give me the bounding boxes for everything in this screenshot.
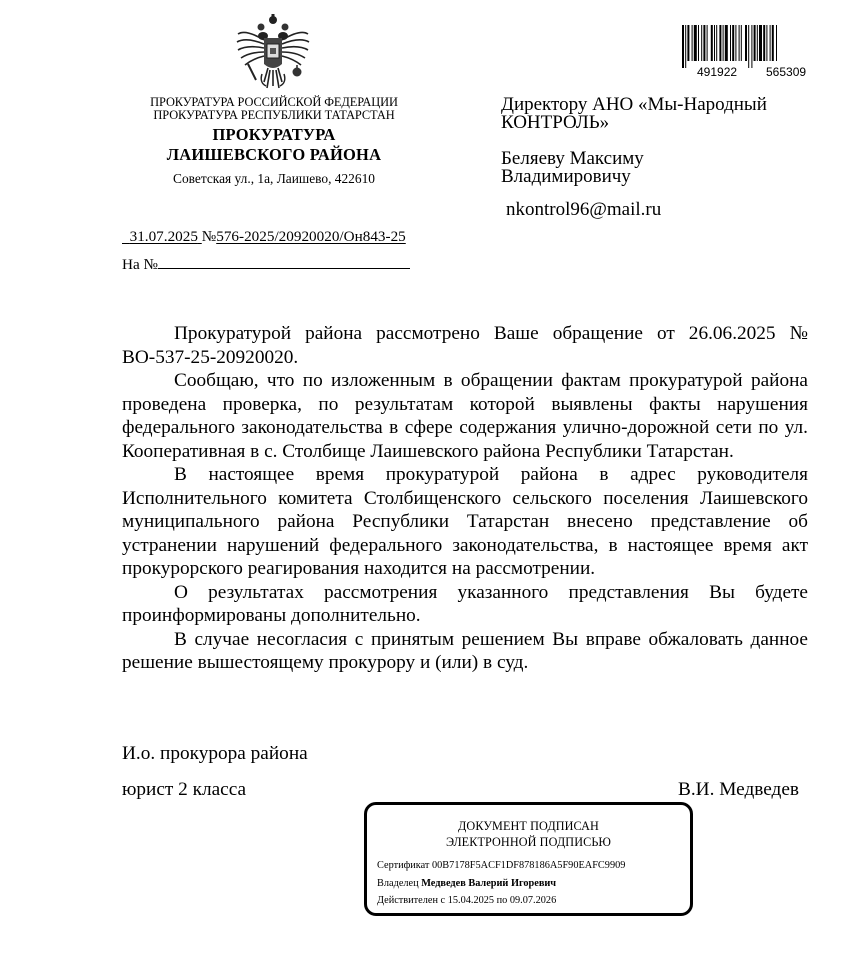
number-sign: № (201, 228, 217, 245)
stamp-validity (377, 895, 556, 906)
org-line-republic: ПРОКУРАТУРА РЕСПУБЛИКИ ТАТАРСТАН (153, 108, 395, 122)
recipient-name-line-1: Беляеву Максиму (501, 148, 644, 169)
signer-name: В.И. Медведев (678, 779, 800, 800)
recipient-email: nkontrol96@mail.ru (506, 199, 662, 220)
barcode-bar (723, 25, 724, 61)
reply-label: На № (122, 256, 158, 273)
barcode-bar (763, 25, 765, 61)
owner-label: Владелец (377, 878, 419, 889)
barcode-bar (745, 25, 747, 61)
valid-to: 09.07.2026 (509, 895, 557, 906)
body-paragraph: В случае несогласия с принятым решением Вы вправе обжаловать данное решение вышестоящему прокурору и (или) в суд. (122, 628, 808, 673)
barcode-bar (711, 25, 713, 61)
stamp-title-line-2: ЭЛЕКТРОННОЙ ПОДПИСЬЮ (445, 835, 612, 849)
valid-from: 15.04.2025 (447, 895, 495, 906)
certificate-value: 00B7178F5ACF1DF878186A5F90EAFC9909 (432, 860, 626, 871)
barcode-bar (682, 25, 684, 68)
org-name-line-2: ЛАИШЕВСКОГО РАЙОНА (166, 145, 382, 164)
org-line-federation: ПРОКУРАТУРА РОССИЙСКОЙ ФЕДЕРАЦИИ (150, 95, 398, 109)
stamp-title-line-1: ДОКУМЕНТ ПОДПИСАН (458, 819, 599, 833)
barcode-bar (754, 25, 756, 61)
signer-position: И.о. прокурора района (122, 743, 308, 764)
barcode-bar (719, 25, 721, 61)
barcode-icon (682, 25, 819, 68)
barcode-bar (759, 25, 762, 61)
barcode-bar (685, 25, 686, 68)
valid-from-label: с (440, 895, 446, 906)
signer-rank: юрист 2 класса (122, 779, 247, 800)
barcode-bar (732, 25, 734, 61)
certificate-label: Сертификат (377, 860, 430, 871)
barcode-bar (770, 25, 771, 61)
reply-number-blank (158, 255, 410, 269)
barcode-number-right: 565309 (766, 65, 807, 79)
barcode-number-left: 491922 (697, 65, 738, 79)
barcode-bar (739, 25, 740, 61)
barcode-bar (730, 25, 731, 61)
org-address: Советская ул., 1а, Лаишево, 422610 (173, 171, 375, 186)
barcode-bar (741, 25, 742, 61)
stamp-owner (377, 878, 556, 889)
stamp-certificate (377, 860, 625, 871)
owner-value: Медведев Валерий Игоревич (421, 878, 557, 889)
org-name-line-1: ПРОКУРАТУРА (212, 125, 336, 144)
barcode-bar (776, 25, 777, 61)
barcode-bar (735, 25, 736, 61)
electronic-signature-stamp (364, 802, 693, 916)
barcode-bar (692, 25, 693, 61)
barcode-bar (748, 25, 749, 68)
document-date-value: 31.07.2025 (129, 228, 198, 245)
body-paragraph: В настоящее время прокуратурой района в адрес руководителя Исполнительного комитета Столбищенского сельского поселения Лаишевского муниципального района Республики Татарстан внесено представление об устранении нарушений федерального законодательства, в настоящее время акт прокурорского реагирования находится на рассмотрении. (122, 464, 808, 579)
letter-body (122, 322, 808, 675)
barcode-bar (687, 25, 689, 61)
recipient-title-line-2: КОНТРОЛЬ» (501, 112, 610, 133)
reply-reference (122, 255, 410, 274)
barcode-bar (772, 25, 774, 61)
barcode-bar (707, 25, 708, 61)
barcode-bar (766, 25, 767, 61)
barcode-bar (757, 25, 758, 61)
barcode-bar (716, 25, 717, 61)
document-number: 576-2025/20920020/Он843-25 (216, 228, 406, 245)
barcode-bar (694, 25, 697, 61)
barcode-bar (714, 25, 715, 61)
barcode-bar (725, 25, 728, 61)
barcode-bar (698, 25, 699, 61)
valid-to-label: по (496, 895, 508, 906)
recipient-title-line-1: Директору АНО «Мы-Народный (501, 94, 767, 115)
body-paragraph: О результатах рассмотрения указанного представления Вы будете проинформированы дополнительно. (122, 581, 808, 626)
russian-coat-of-arms-icon (234, 14, 312, 94)
body-paragraph: Прокуратурой района рассмотрено Ваше обращение от 26.06.2025 № ВО-537-25-20920020. (122, 323, 808, 368)
recipient-name-line-2: Владимировичу (501, 166, 631, 187)
outgoing-reference (122, 228, 406, 246)
body-paragraph: Сообщаю, что по изложенным в обращении фактам прокуратурой района проведена проверка, по результатам которой выявлены факты нарушения федерального законодательства в сфере содержания улично-дорожной сети по ул. Кооперативная в с. Столбище Лаишевского района Республики Татарстан. (122, 370, 808, 462)
barcode-bar (701, 25, 702, 61)
validity-label: Действителен (377, 895, 438, 906)
document-date (122, 228, 202, 245)
barcode-bar (703, 25, 705, 61)
barcode-bar (751, 25, 752, 68)
